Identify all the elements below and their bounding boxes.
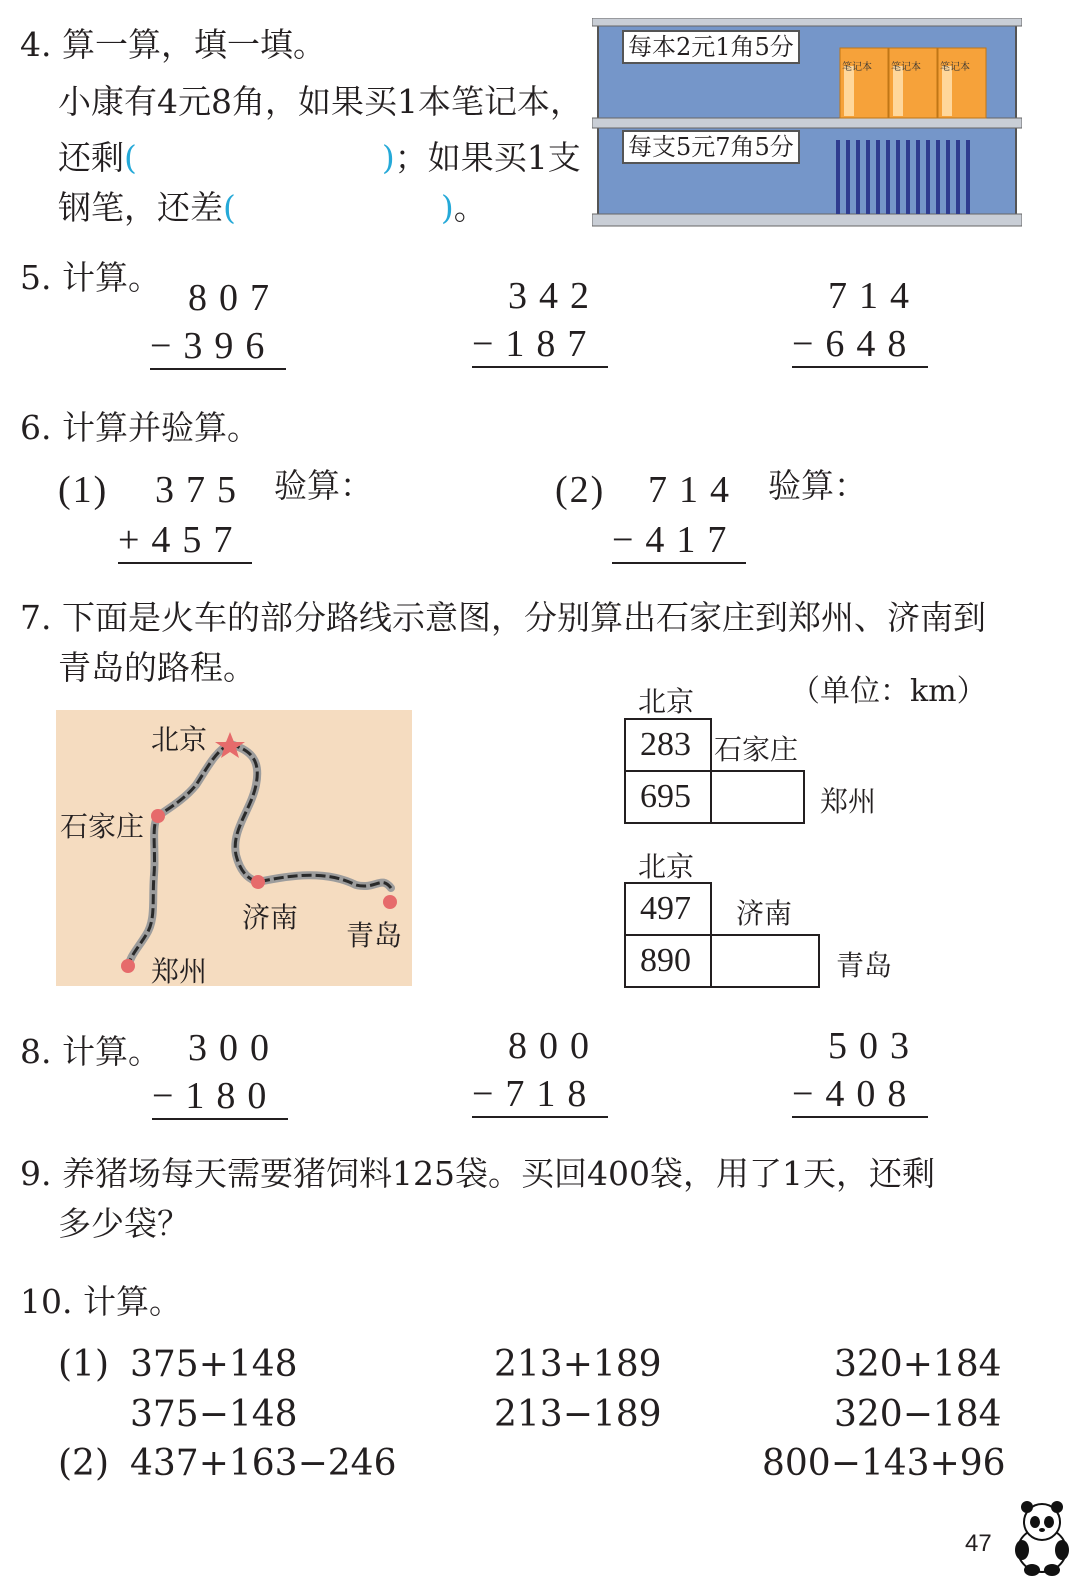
- q4-line3b: 。: [453, 188, 487, 227]
- map-label-beijing: 北京: [151, 723, 208, 756]
- q4-line2b: ；如果买1支: [394, 138, 581, 177]
- q9-line2: 多少袋？: [58, 1204, 190, 1243]
- map-label-zhengzhou: 郑州: [151, 955, 208, 988]
- q5-p2-bottom: −187: [472, 322, 608, 368]
- paren-open: (: [223, 188, 236, 227]
- table2-s1: 济南: [736, 897, 793, 930]
- table2-s2: 青岛: [836, 949, 893, 982]
- q4-line3: [58, 188, 487, 228]
- q10-title: 10. 计算。: [20, 1282, 182, 1321]
- q5-p3-top: 714: [828, 275, 921, 317]
- q7-title-line2: 青岛的路程。: [58, 648, 256, 687]
- city-dot: [251, 875, 265, 889]
- q6-p1-top: 375: [155, 469, 248, 511]
- q10-r1c2: 213+189: [494, 1344, 662, 1385]
- q5-p1-bottom: −396: [150, 324, 286, 370]
- q6-title: 6. 计算并验算。: [20, 408, 260, 447]
- q4-line1: 小康有4元8角，如果买1本笔记本，: [58, 82, 583, 121]
- q10-part2-label: (2): [58, 1443, 109, 1484]
- q8-p1-top: 300: [188, 1027, 281, 1069]
- q7-unit: （单位：km）: [790, 674, 987, 709]
- q6-p1-index: (1): [58, 469, 109, 511]
- table1-answer-cell[interactable]: [710, 770, 805, 824]
- table1-header: 北京: [638, 685, 695, 718]
- q5-p1-top: 807: [188, 277, 281, 319]
- q5-title: 5. 计算。: [20, 258, 161, 297]
- table2-cell-v1: [624, 882, 712, 936]
- q10-r2c1: 375−148: [130, 1394, 298, 1435]
- map-label-qingdao: 青岛: [346, 919, 403, 952]
- q8-p2-top: 800: [508, 1025, 601, 1067]
- city-dot: [121, 959, 135, 973]
- table1-v2: 695: [640, 778, 691, 815]
- table2-v2: 890: [640, 942, 691, 979]
- map-label-jinan: 济南: [242, 901, 299, 934]
- table1-cell-v2: [624, 770, 712, 824]
- q4-title: 4. 算一算，填一填。: [20, 25, 326, 64]
- q6-p1-bottom: +457: [118, 518, 252, 564]
- q10-r3c2: 800−143+96: [762, 1443, 1006, 1484]
- table1-v1: 283: [640, 726, 691, 763]
- table2-v1: 497: [640, 890, 691, 927]
- q6-p1-check-label: 验算：: [274, 466, 373, 505]
- q8-p1-bottom: −180: [152, 1074, 288, 1120]
- q7-title-line1: 7. 下面是火车的部分路线示意图，分别算出石家庄到郑州、济南到: [20, 598, 986, 637]
- book-label: 笔记本: [842, 62, 872, 73]
- q10-r1c3: 320+184: [834, 1344, 1002, 1385]
- price-tag-pen: 每支5元7角5分: [622, 130, 800, 164]
- city-dot: [383, 895, 397, 909]
- q6-p2-check-label: 验算：: [768, 466, 867, 505]
- q4-line2a: 还剩: [58, 138, 124, 177]
- q4-line2: [58, 138, 581, 178]
- q8-p3-top: 503: [828, 1025, 921, 1067]
- route-map: [56, 710, 412, 986]
- price-tag-book: 每本2元1角5分: [622, 30, 800, 64]
- table1-s1: 石家庄: [714, 733, 799, 766]
- q4-line3a: 钢笔，还差: [58, 188, 223, 227]
- q8-p2-bottom: −718: [472, 1072, 608, 1118]
- book-label: 笔记本: [940, 62, 970, 73]
- table2-cell-v2: [624, 934, 712, 988]
- q6-p2-top: 714: [648, 469, 741, 511]
- q8-title: 8. 计算。: [20, 1032, 161, 1071]
- table1-s2: 郑州: [820, 785, 877, 818]
- table2-header: 北京: [638, 850, 695, 883]
- q5-p2-top: 342: [508, 275, 601, 317]
- paren-close: ): [381, 138, 395, 177]
- q10-r2c3: 320−184: [834, 1394, 1002, 1435]
- table1-cell-v1: [624, 718, 712, 772]
- page-number: 47: [965, 1530, 992, 1557]
- q5-p3-bottom: −648: [792, 322, 928, 368]
- map-label-shijiazhuang: 石家庄: [60, 810, 145, 843]
- book-label: 笔记本: [891, 62, 921, 73]
- q8-p3-bottom: −408: [792, 1072, 928, 1118]
- q10-r1c1: 375+148: [130, 1344, 298, 1385]
- shelf-illustration: [592, 18, 1022, 230]
- q10-r2c2: 213−189: [494, 1394, 662, 1435]
- paren-open: (: [124, 138, 137, 177]
- q10-part1-label: (1): [58, 1344, 109, 1385]
- q9-line1: 9. 养猪场每天需要猪饲料125袋。买回400袋，用了1天，还剩: [20, 1154, 935, 1193]
- table2-answer-cell[interactable]: [710, 934, 820, 988]
- q6-p2-index: (2): [555, 469, 606, 511]
- panda-icon: [1010, 1498, 1072, 1578]
- q10-r3c1: 437+163−246: [130, 1443, 397, 1484]
- city-dot: [151, 809, 165, 823]
- q6-p2-bottom: −417: [612, 518, 746, 564]
- paren-close: ): [440, 188, 454, 227]
